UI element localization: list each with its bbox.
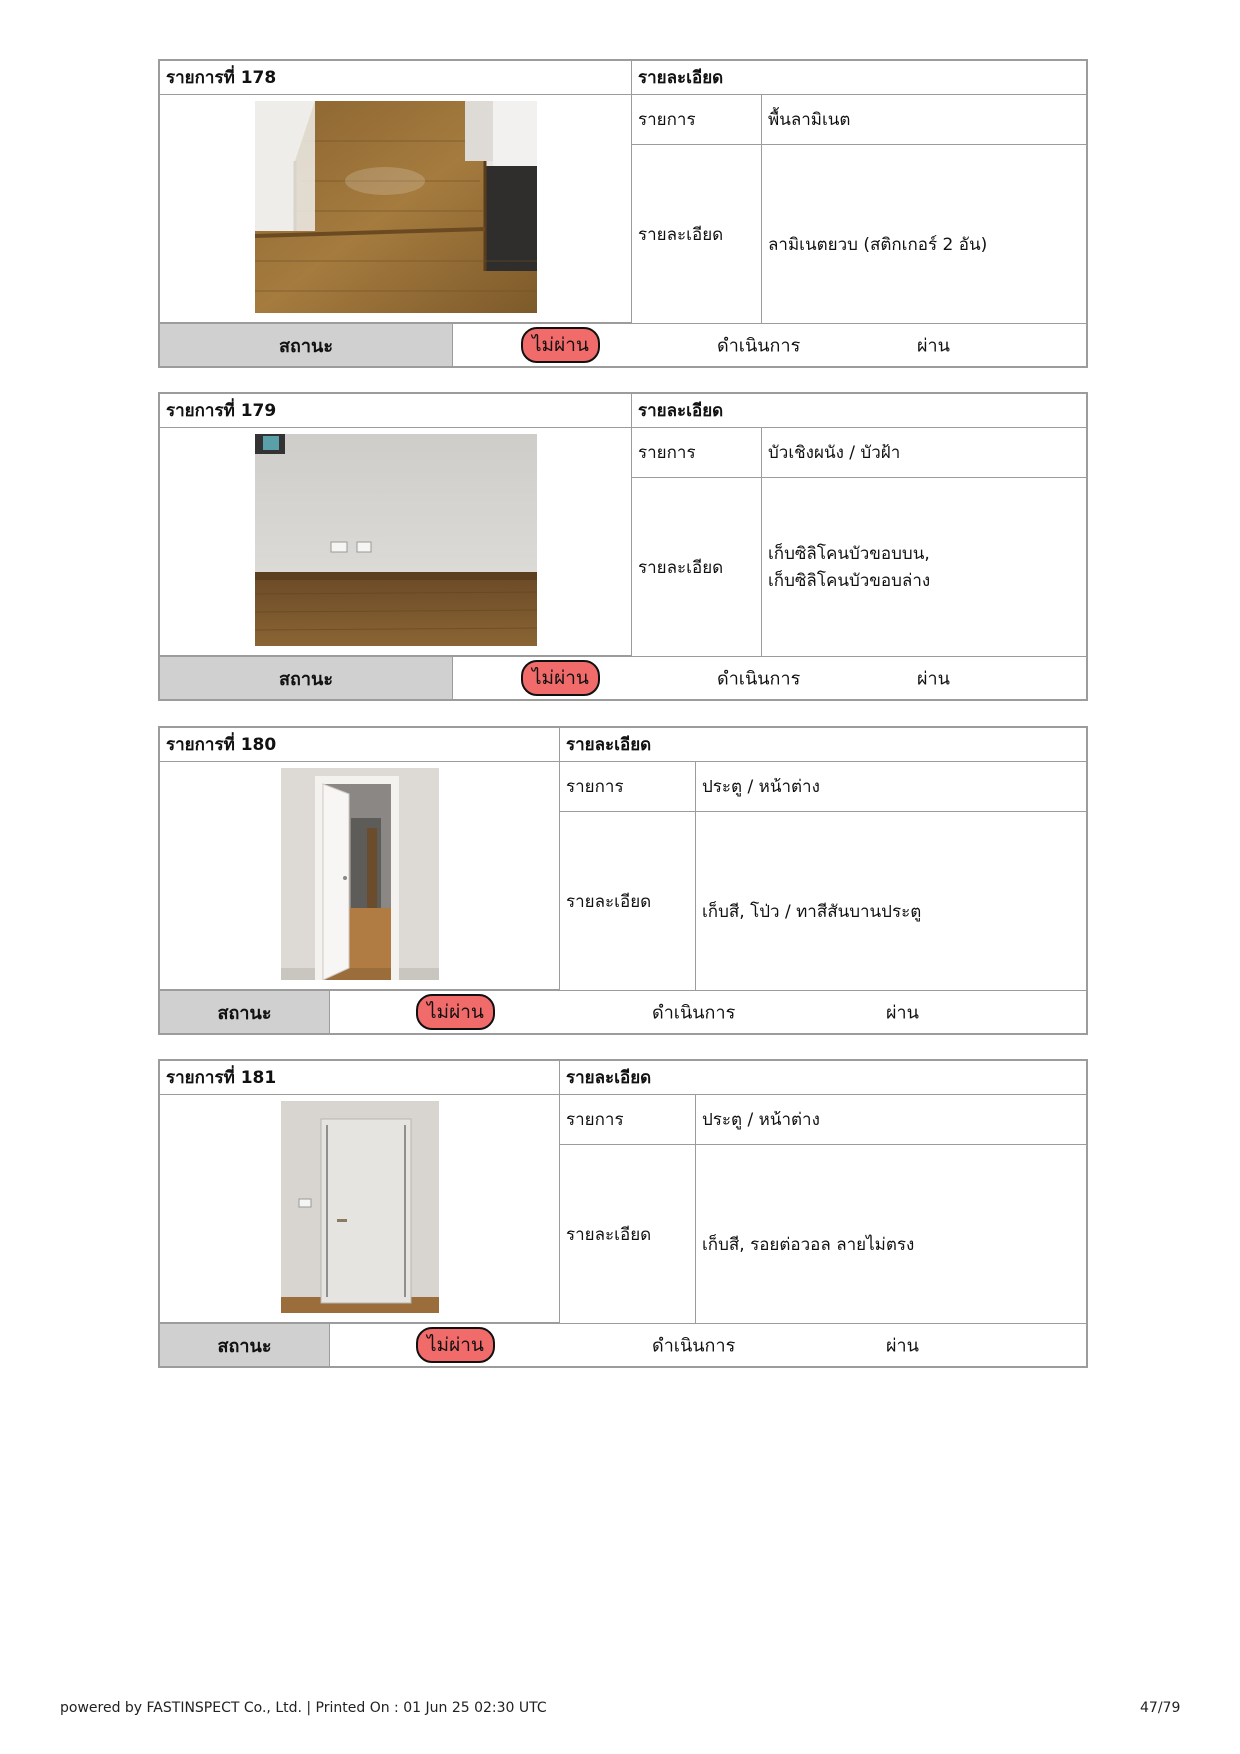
detail-label: รายละเอียด <box>560 812 696 990</box>
laminate-floor-photo[interactable] <box>255 101 537 313</box>
open-door-photo[interactable] <box>281 768 439 980</box>
photo-cell <box>160 762 560 990</box>
detail-value <box>762 145 1086 323</box>
item-label: รายการ <box>632 95 762 145</box>
status-options <box>453 657 1086 699</box>
item-title: รายการที่ 180 <box>160 728 560 762</box>
status-row <box>160 1323 1086 1366</box>
item-value: ประตู / หน้าต่าง <box>696 1095 1086 1145</box>
status-pass-option[interactable]: ผ่าน <box>886 1335 919 1357</box>
status-fail-option[interactable]: ไม่ผ่าน <box>521 327 600 363</box>
detail-text: ลามิเนตยวบ (สติกเกอร์ 2 อัน) <box>768 234 988 255</box>
status-label: สถานะ <box>160 991 330 1033</box>
item-value: พื้นลามิเนต <box>762 95 1086 145</box>
status-row <box>160 990 1086 1033</box>
photo-cell <box>160 428 632 656</box>
status-label: สถานะ <box>160 657 453 699</box>
status-pass-option[interactable]: ผ่าน <box>886 1002 919 1024</box>
status-options <box>453 324 1086 366</box>
detail-text-line1: เก็บซิลิโคนบัวขอบบน, <box>768 544 930 564</box>
status-pass-option[interactable]: ผ่าน <box>917 335 950 357</box>
item-label: รายการ <box>560 762 696 812</box>
status-in-progress-option[interactable]: ดำเนินการ <box>717 668 801 690</box>
status-row <box>160 656 1086 699</box>
inspection-item-178 <box>158 59 1088 368</box>
closed-door-photo[interactable] <box>281 1101 439 1313</box>
detail-header: รายละเอียด <box>560 728 1086 762</box>
wall-baseboard-photo[interactable] <box>255 434 537 646</box>
status-label: สถานะ <box>160 324 453 366</box>
status-in-progress-option[interactable]: ดำเนินการ <box>652 1335 736 1357</box>
photo-cell <box>160 1095 560 1323</box>
detail-label: รายละเอียด <box>632 478 762 656</box>
status-in-progress-option[interactable]: ดำเนินการ <box>717 335 801 357</box>
detail-text-line2: เก็บซิลิโคนบัวขอบล่าง <box>768 571 931 591</box>
status-options <box>330 991 1086 1033</box>
status-options <box>330 1324 1086 1366</box>
status-row <box>160 323 1086 366</box>
detail-text: เก็บสี, โป่ว / ทาสีสันบานประตู <box>702 901 922 922</box>
detail-header: รายละเอียด <box>632 394 1086 428</box>
status-pass-option[interactable]: ผ่าน <box>917 668 950 690</box>
item-label: รายการ <box>632 428 762 478</box>
item-title: รายการที่ 179 <box>160 394 632 428</box>
inspection-item-180 <box>158 726 1088 1035</box>
photo-cell <box>160 95 632 323</box>
inspection-item-179 <box>158 392 1088 701</box>
detail-label: รายละเอียด <box>632 145 762 323</box>
detail-label: รายละเอียด <box>560 1145 696 1323</box>
item-value: บัวเชิงผนัง / บัวฝ้า <box>762 428 1086 478</box>
status-fail-option[interactable]: ไม่ผ่าน <box>416 994 495 1030</box>
item-title: รายการที่ 178 <box>160 61 632 95</box>
item-label: รายการ <box>560 1095 696 1145</box>
status-label: สถานะ <box>160 1324 330 1366</box>
footer-credit: powered by FASTINSPECT Co., Ltd. | Printed On : 01 Jun 25 02:30 UTC <box>60 1700 547 1716</box>
detail-value <box>696 1145 1086 1323</box>
page-number: 47/79 <box>1140 1700 1181 1716</box>
detail-header: รายละเอียด <box>632 61 1086 95</box>
status-fail-option[interactable]: ไม่ผ่าน <box>416 1327 495 1363</box>
item-title: รายการที่ 181 <box>160 1061 560 1095</box>
item-value: ประตู / หน้าต่าง <box>696 762 1086 812</box>
status-in-progress-option[interactable]: ดำเนินการ <box>652 1002 736 1024</box>
detail-value <box>696 812 1086 990</box>
detail-text: เก็บสี, รอยต่อวอล ลายไม่ตรง <box>702 1234 915 1255</box>
inspection-item-181 <box>158 1059 1088 1368</box>
detail-header: รายละเอียด <box>560 1061 1086 1095</box>
status-fail-option[interactable]: ไม่ผ่าน <box>521 660 600 696</box>
detail-value <box>762 478 1086 656</box>
